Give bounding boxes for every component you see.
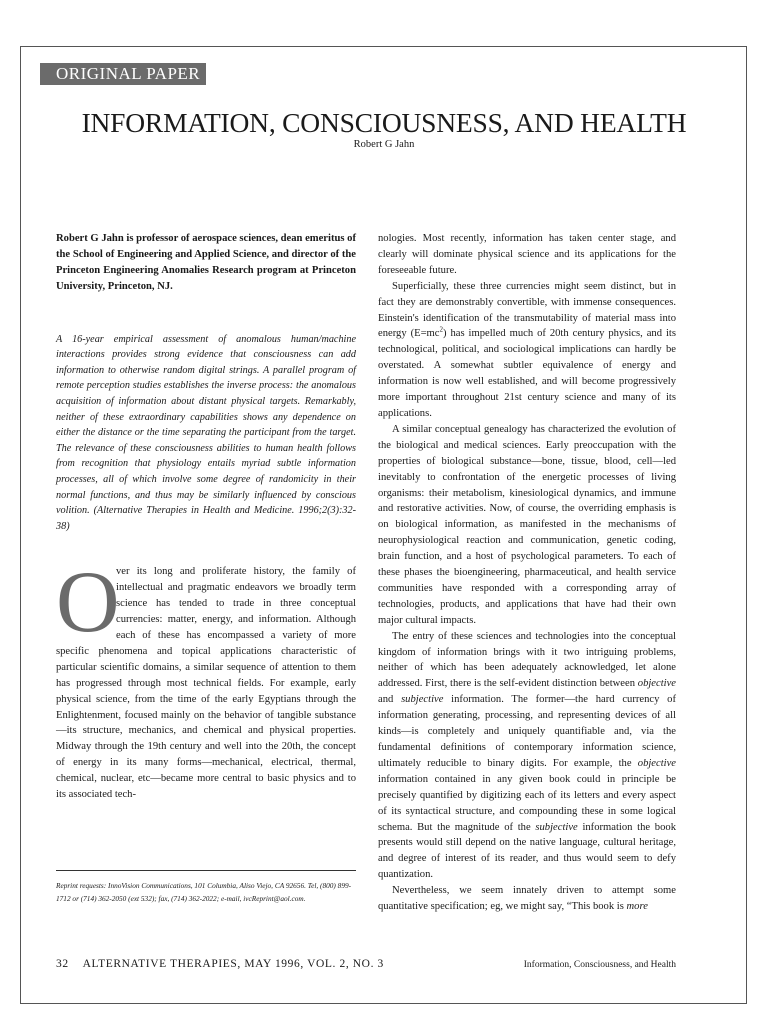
author-bio-name: Robert G Jahn [56,233,124,244]
paragraph-2 [378,279,676,422]
paragraph-2-part-b: ) has impelled much of 20th century physics, and its technological, political, and sociological implications can hardly be overstated. A somewhat subtler equivalence of energy and information is now well established, and will become progressively more important throughout 21st century science and many of its applications. [378,328,676,419]
paragraph-3: A similar conceptual genealogy has characterized the evolution of the biological and medical sciences. Early preoccupation with the properties of biological substance—bone, tissue, blood, cell—led inevitably to confrontation of the energetic processes of living organisms: their metabolism, kinesiological dynamics, and immune and restorative activities. Now, of course, the overriding emphasis is on biological information, as manifested in the mechanisms of neurophysiological reaction and communication, genetic coding, brain function, and a host of psychological parameters. To each of these phases the bioengineering, pharmaceutical, and health service communities have responded with a corresponding array of technologies, products, and applications that have had their own major cultural impacts. [378,423,676,626]
author-bio [56,231,356,295]
intro-text: ver its long and proliferate history, the family of intellectual and pragmatic endeavors we broadly term science has tended to trade in three conceptual currencies: matter, energy, and information. Although each of these has encompassed a variety of more specific phenomena and topical applications characteristic of particular scientific domains, a similar sequence of attention to them has progressed through most technical fields. For example, early physical science, from the time of the early Egyptians through the Enlightenment, focused mainly on the behavior of tangible substance—its structure, mechanics, and chemical and physical properties. Midway through the 19th century and well into the 20th, the concept of energy in its many forms—mechanical, electrical, thermal, chemical, nuclear, etc—became more central to basic physics and to its associated tech- [56,566,356,801]
abstract: A 16-year empirical assessment of anomalous human/machine interactions provides strong evidence that consciousness can add information to otherwise random digital strings. A parallel program of remote perception studies establishes the inverse process: the anomalous acquisition of information about distant physical targets. Remarkably, neither of these extraordinary capabilities shows any dependence on either the distance or the time separating the participant from the target. The relevance of these consciousness abilities to human health follows from recognition that physiology entails myriad subtle information processes, all of which involve some degree of randomicity in their normal functions, and thus may be similarly influenced by conscious volition. (Alternative Therapies in Health and Medicine. 1996;2(3):32-38) [56,333,356,532]
running-title: Information, Consciousness, and Health [523,960,676,970]
paragraph-4-part-c: information contained in any given book could in principle be precisely quantified by digitizing each of its letters and every aspect of its syntactical structure, and compounding these in some logical schema. But the magnitude of the [378,773,676,833]
paragraph-5 [378,883,676,915]
journal-citation: ALTERNATIVE THERAPIES, MAY 1996, VOL. 2, NO. 3 [82,958,384,970]
term-objective: objective [637,678,676,690]
term-subjective: subjective [401,694,444,706]
paragraph-2-part-a: Superficially, these three currencies might seem distinct, but in fact they are demonstrably convertible, with immense consequences. Einstein's identification of the transmutability of material mass into energy (E=mc [378,280,676,340]
page-number: 32 [56,958,69,970]
term-subjective-2: subjective [535,821,578,833]
article-title: INFORMATION, CONSCIOUSNESS, AND HEALTH [81,107,687,138]
article-author: Robert G Jahn [353,139,415,150]
intro-paragraph [56,554,356,803]
section-label: ORIGINAL PAPER [40,63,206,85]
footnote-rule [56,870,356,871]
paragraph-4-part-b: information. The former—the hard currency of information generating, processing, and representing devices of all kinds—is completely and uniquely quantifiable and, via the fundamental definitions of contemporary information science, ultimately reducible to binary digits. For example, the [378,694,676,769]
author-bio-text: is professor of aerospace sciences, dean emeritus of the School of Engineering and Applied Science, and director of the Princeton Engineering Anomalies Research program at Princeton University, Princeton, NJ. [56,233,356,292]
reprint-requests: Reprint requests: InnoVision Communications, 101 Columbia, Aliso Viejo, CA 92656. Tel, (800) 899-1712 or (714) 362-2050 (ext 532); fax, (714) 362-2022; e-mail, ivcReprint@aol.com. [56,881,352,903]
footer-left [56,958,384,970]
paragraph-5-part-a: Nevertheless, we seem innately driven to attempt some quantitative specification; eg, we might say, “This book is [378,885,676,913]
paragraph-2-superscript: 2 [439,325,443,334]
paragraph-4-and: and [378,694,402,706]
term-more: more [626,901,648,913]
paragraph-4 [378,629,676,884]
paragraph-4-part-d: information the book presents would still depend on the native language, cultural heritage, and degree of interest of its reader, and thus would seem to defy quantization. [378,821,676,881]
right-column [378,231,676,915]
paragraph-4-part-a: The entry of these sciences and technologies into the conceptual kingdom of information brings with it two intriguing problems, neither of which has been adequately acknowledged, let alone addressed. First, there is the self-evident distinction between [378,630,676,690]
term-objective-2: objective [637,757,676,769]
left-column [56,231,356,803]
drop-cap: O [56,554,120,652]
paragraph-1: nologies. Most recently, information has taken center stage, and clearly will dominate physical science and its applications for the foreseeable future. [378,233,676,276]
